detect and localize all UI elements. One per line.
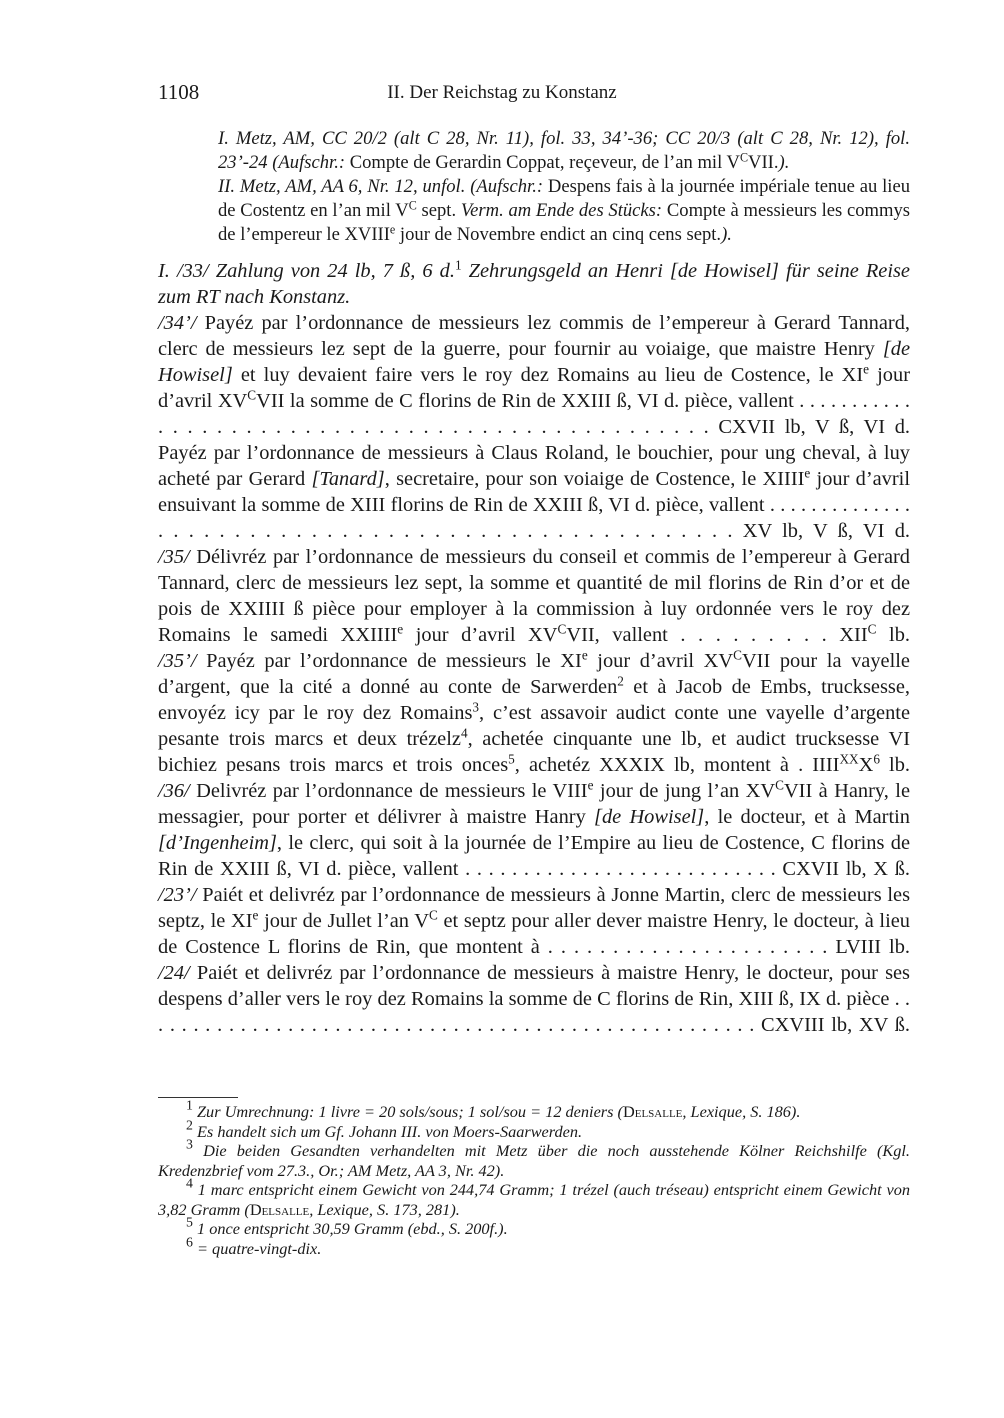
footnotes [158,1097,910,1258]
entry-paragraph: /23’/ Paiét et delivréz par l’ordonnance de messieurs à Jonne Martin, clerc de messieurs les septz, le XIe jour de Jullet l’an $V^C$ et septz pour aller dever maistre Henry, le docteur, à lieu de Costence L florins de Rin, que montent à . . . . . . . . . . . . . . . . . . . . . . LVIII lb. [158,884,910,958]
section-heading: I. /33/ Zahlung von 24 lb, 7 ß, 6 d.$^1$ Zehrungsgeld an Henri [de Howisel] für seine Reise zum RT nach Konstanz. [158,257,910,308]
footnote-6: $^6$ = quatre-vingt-dix. [186,1233,322,1258]
footnote-2: $^2$ Es handelt sich um Gf. Johann III. von Moers-Saarwerden. [186,1116,583,1141]
entry-paragraph: Payéz par l’ordonnance de messieurs à Claus Roland, le bouchier, pour ung cheval, à luy acheté par Gerard [Tanard], secretaire, pour son voiaige de Costence, le XIIIIe jour d’avril ensuivant la somme de XIII florins de Rin de XXIII ß, VI d. pièce, vallent . . . . . . . . . . . . . . . . . . . . . . . . . . . . . . . . . . . . . . . . . . . . . . . . . . . . XV lb, V ß, VI d. [158,442,910,542]
main-text [158,258,910,1038]
running-head: II. Der Reichstag zu Konstanz [387,82,617,103]
entry-paragraph: /36/ Delivréz par l’ordonnance de messieurs le VIIIe jour de jung l’an $XV^CVII$ à Hanry, le messagier, pour porter et délivrer à maistre Hanry [de Howisel], le docteur, et à Martin [d’Ingenheim], le clerc, qui soit à la journée de l’Empire au lieu de Costence, C florins de Rin de XXIII ß, VI d. pièce, vallent . . . . . . . . . . . . . . . . . . . . . . . . . . . CXVII lb, X ß. [158,777,911,880]
source-entry-2: II. Metz, AM, AA 6, Nr. 12, unfol. (Aufschr.: Despens fais à la journée impériale tenue au lieu de Costentz en l’an mil $V^C$ sept. Verm. am Ende des Stücks: Compte à messieurs les commys de l’empereur le XVIIIe jour de Novembre endict an cinq cens sept.). [218,176,911,245]
entry-paragraph: /35’/ Payéz par l’ordonnance de messieurs le XIe jour d’avril $XV^CVII$ pour la vayelle d’argent, que la cité a donné au conte de Sarwerden$^2$ et à Jacob de Embs, trucksesse, envoyéz icy par le roy dez Romains$^3$, c’est assavoir audict conte une vayelle d’argente pesante trois marcs et deux trézelz$^4$, achetée cinquante une lb, et audict trucksesse VI bichiez pesans trois marcs et trois onces$^5$, achetéz XXXIX lb, montent à . $IIII^{XX}X^6$ lb. [158,647,911,776]
entry-paragraph: /24/ Paiét et delivréz par l’ordonnance de messieurs à maistre Henry, le docteur, pour ses despens d’aller vers le roy dez Romains la somme de C florins de Rin, XIII ß, IX d. pièce . . . . . . . . . . . . . . . . . . . . . . . . . . . . . . . . . . . . . . . . . . . . . . . . . . . . . CXVIII lb, XV ß. [158,962,910,1036]
footnote-5: $^5$ 1 once entspricht 30,59 Gramm (ebd., S. 200f.). [186,1214,508,1238]
entry-paragraph: /35/ Délivréz par l’ordonnance de messieurs du conseil et commis de l’empereur à Gerard Tannard, clerc de messieurs lez sept, la somme et quantité de mil florins de Rin d’or et de pois de XXIIII ß pièce pour employer à la commission à luy ordonnée vers le roy dez Romains le samedi XXIIIIe jour d’avril $XV^CVII$, vallent . . . . . . . . . $XII^C$ lb. [158,546,910,646]
page-number: 1108 [158,80,200,104]
source-block [218,127,910,247]
footnote-4: $^4$ 1 marc entspricht einem Gewicht von 244,74 Gramm; 1 trézel (auch tréseau) entspricht einem Gewicht von 3,82 Gramm (Delsalle, Lexique, S. 173, 281). [158,1175,910,1219]
footnote-rule [158,1097,238,1098]
footnote-1: $^1$ Zur Umrechnung: 1 livre = 20 sols/sous; 1 sol/sou = 12 deniers (Delsalle, Lexique, S. 186). [186,1097,801,1121]
footnote-3: $^3$ Die beiden Gesandten verhandelten mit Metz über die noch ausstehende Kölner Reichshilfe (Kgl. Kredenzbrief vom 27.3., Or.; AM Metz, AA 3, Nr. 42). [158,1136,910,1180]
entry-paragraph: /34’/ Payéz par l’ordonnance de messieurs lez commis de l’empereur à Gerard Tannard, clerc de messieurs lez sept de la guerre, pour fournir au voiaige, que maistre Henry [de Howisel] et luy devaient faire vers le roy dez Romains au lieu de Costence, le XIe jour d’avril $XV^CVII$ la somme de C florins de Rin de XXIII ß, VI d. pièce, vallent . . . . . . . . . . . . . . . . . . . . . . . . . . . . . . . . . . . . . . . . . . . . . . . . . CXVII lb, V ß, VI d. [158,312,911,438]
source-entry-1: I. Metz, AM, CC 20/2 (alt C 28, Nr. 11), fol. 33, 34’-36; CC 20/3 (alt C 28, Nr. 12), fol. 23’-24 (Aufschr.: Compte de Gerardin Coppat, reçeveur, de l’an mil $V^CVII$.). [218,128,910,173]
